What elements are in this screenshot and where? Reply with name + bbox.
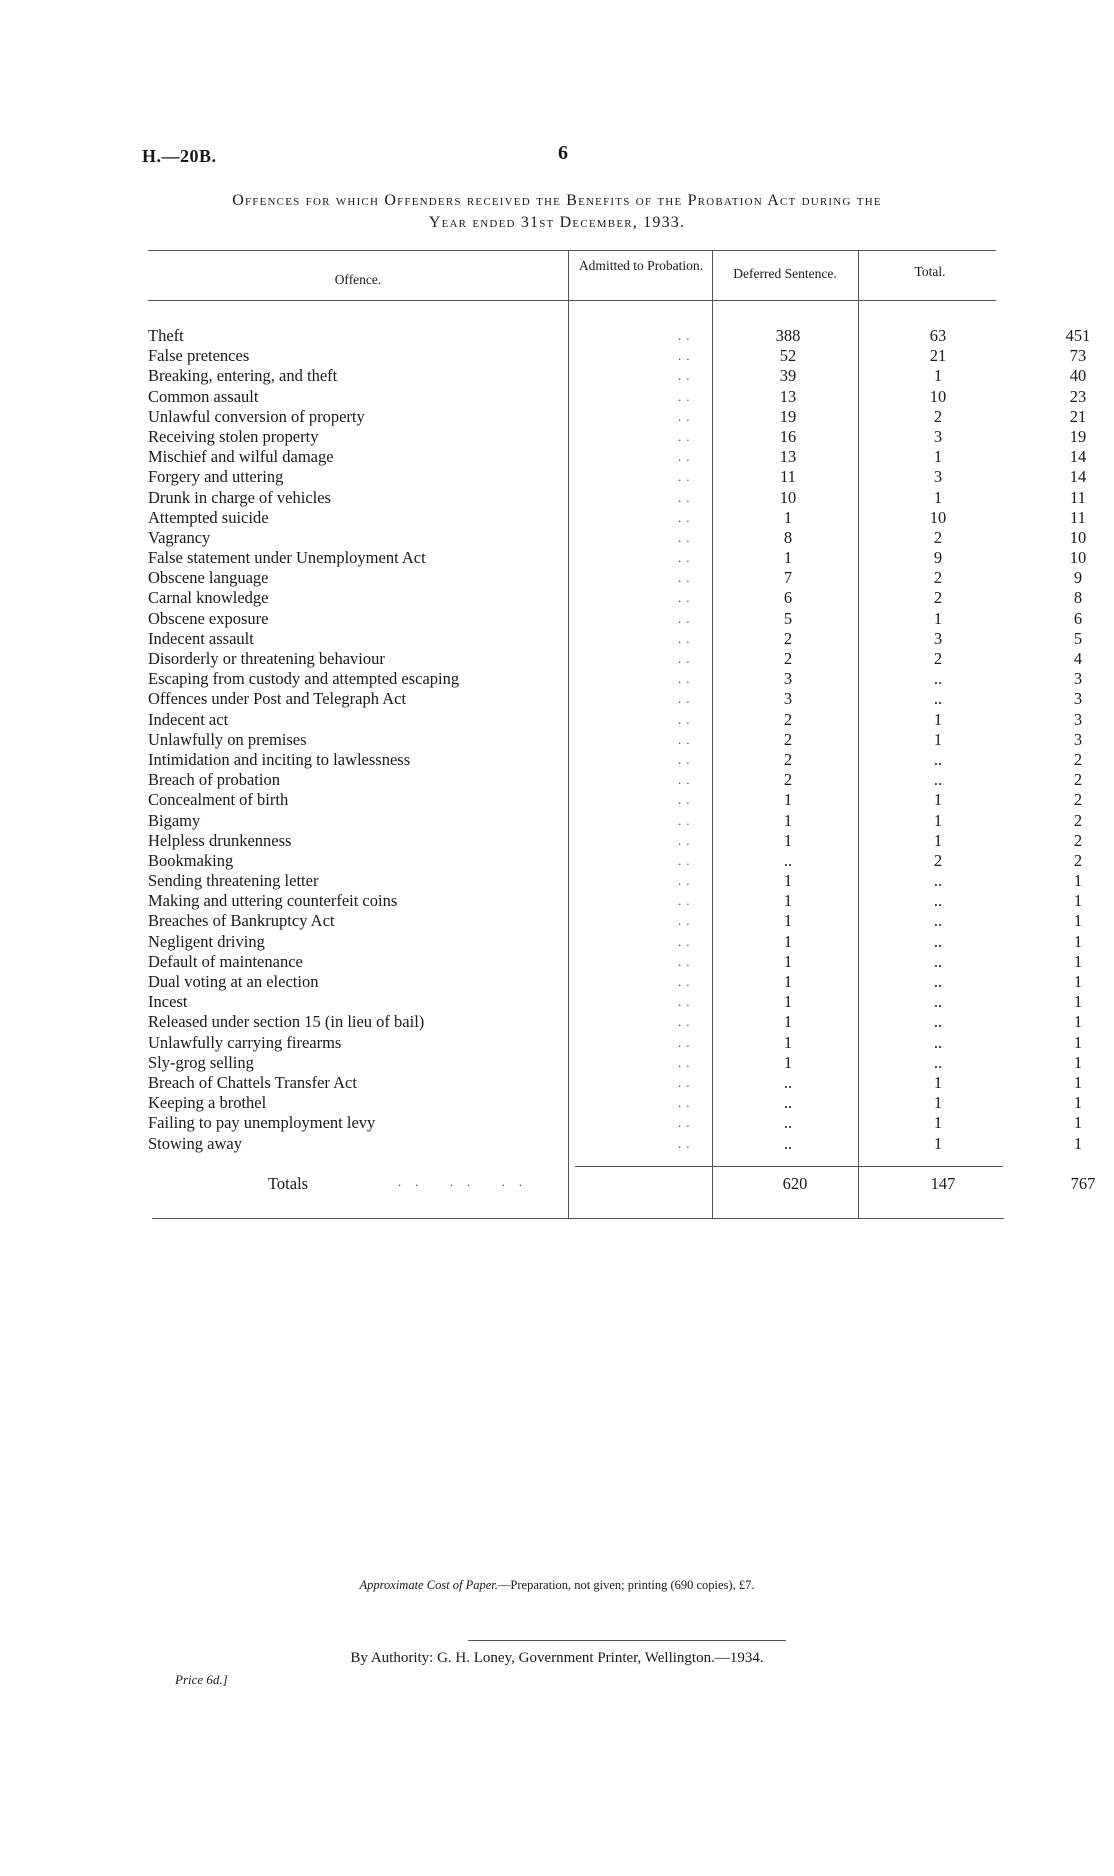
admitted-cell: 2 <box>783 749 793 769</box>
total-cell: 11 <box>1070 487 1086 507</box>
leader-dots: .. <box>678 1095 695 1111</box>
total-cell: 6 <box>1073 608 1083 628</box>
deferred-cell: 1 <box>933 487 943 507</box>
admitted-cell: 52 <box>779 346 797 366</box>
leader-dots: .. <box>678 812 695 828</box>
admitted-cell: 13 <box>779 447 797 467</box>
table-row <box>148 608 1083 629</box>
admitted-cell: 8 <box>783 527 793 547</box>
totals-total: 767 <box>1070 1174 1096 1193</box>
admitted-cell: 1 <box>783 891 793 911</box>
leader-dots: .. <box>678 408 695 424</box>
admitted-cell: 3 <box>783 669 793 689</box>
total-cell: 2 <box>1073 830 1083 850</box>
offence-cell: Negligent driving <box>148 931 265 951</box>
table-header-rule <box>148 300 996 301</box>
table-row <box>148 709 1083 730</box>
offence-cell: Released under section 15 (in lieu of bail) <box>148 1012 425 1032</box>
leader-dots: .. <box>678 1135 695 1151</box>
table-row <box>148 467 1087 487</box>
total-cell: 1 <box>1073 1072 1083 1092</box>
deferred-cell: 1 <box>933 790 943 810</box>
table-row <box>148 992 1083 1012</box>
deferred-cell: 1 <box>933 1093 943 1113</box>
deferred-cell: 1 <box>933 729 943 749</box>
deferred-cell: 3 <box>933 426 943 446</box>
total-cell: 21 <box>1069 406 1087 426</box>
leader-dots: .. <box>678 933 695 949</box>
admitted-cell: 1 <box>783 992 793 1012</box>
column-header-total: Total. <box>914 264 946 279</box>
table-row <box>148 689 1083 709</box>
admitted-cell: 1 <box>783 1032 793 1052</box>
deferred-cell: 1 <box>933 1072 943 1092</box>
table-row <box>148 830 1083 851</box>
offence-cell: Attempted suicide <box>148 507 269 527</box>
deferred-cell: 2 <box>933 588 943 608</box>
admitted-cell: .. <box>783 1113 793 1133</box>
leader-dots: .. <box>678 711 695 727</box>
table-row <box>148 326 1091 346</box>
printer-authority: By Authority: G. H. Loney, Government Printer, Wellington.—1934. <box>350 1650 764 1666</box>
cost-label: Approximate Cost of Paper. <box>359 1578 498 1592</box>
deferred-cell: 2 <box>933 850 943 870</box>
deferred-cell: 1 <box>933 608 943 628</box>
leader-dots: .. <box>678 913 695 929</box>
leader-dots: .. <box>678 731 695 747</box>
total-cell: 73 <box>1069 346 1087 366</box>
total-cell: 9 <box>1073 568 1083 588</box>
total-cell: 1 <box>1073 871 1083 891</box>
deferred-cell: 2 <box>933 649 943 668</box>
leader-dots: .. <box>678 893 695 909</box>
offence-cell: Mischief and wilful damage <box>148 447 334 467</box>
admitted-cell: .. <box>783 1093 793 1113</box>
offence-cell: False pretences <box>148 346 250 366</box>
admitted-cell: 1 <box>783 810 793 830</box>
total-cell: 3 <box>1073 729 1083 749</box>
total-cell: 1 <box>1073 1113 1083 1133</box>
deferred-cell: .. <box>933 1032 943 1052</box>
deferred-cell: .. <box>933 951 943 971</box>
leader-dots: .. <box>678 630 695 646</box>
total-cell: 2 <box>1073 770 1083 790</box>
total-cell: 23 <box>1069 386 1087 406</box>
table-row <box>148 1052 1083 1073</box>
deferred-cell: 1 <box>933 830 943 850</box>
admitted-cell: 16 <box>779 426 797 446</box>
deferred-cell: 10 <box>929 386 947 406</box>
deferred-cell: 1 <box>933 810 943 830</box>
admitted-cell: 39 <box>779 366 797 386</box>
column-header-deferred: Deferred Sentence. <box>733 266 837 281</box>
offence-cell: Receiving stolen property <box>148 426 319 446</box>
table-row <box>148 749 1083 770</box>
admitted-cell: .. <box>783 1133 793 1153</box>
offence-cell: Theft <box>148 326 184 345</box>
leader-dots: .. <box>678 489 695 505</box>
cost-note <box>0 1578 1114 1593</box>
table-row <box>148 649 1083 669</box>
admitted-cell: .. <box>783 1072 793 1092</box>
deferred-cell: .. <box>933 911 943 931</box>
admitted-cell: 2 <box>783 709 793 729</box>
offence-cell: Carnal knowledge <box>148 588 269 608</box>
table-row <box>148 669 1083 689</box>
offence-cell: Offences under Post and Telegraph Act <box>148 689 407 709</box>
leader-dots: .. <box>678 1014 695 1030</box>
offence-cell: Bookmaking <box>148 850 234 870</box>
leader-dots: .. <box>678 550 695 566</box>
leader-dots: .. <box>678 852 695 868</box>
leader-dots: .. <box>678 529 695 545</box>
total-cell: 14 <box>1069 467 1087 487</box>
table-row <box>148 850 1083 871</box>
footer-rule <box>468 1640 786 1641</box>
table-body <box>148 326 1091 1154</box>
total-cell: 3 <box>1073 689 1083 709</box>
total-cell: 4 <box>1073 649 1083 668</box>
deferred-cell: .. <box>933 891 943 911</box>
total-cell: 451 <box>1065 326 1091 345</box>
admitted-cell: 1 <box>783 1012 793 1032</box>
admitted-cell: 2 <box>783 729 793 749</box>
deferred-cell: 2 <box>933 406 943 426</box>
totals-label: Totals <box>268 1174 309 1193</box>
offence-cell: Stowing away <box>148 1133 242 1153</box>
leader-dots: .. <box>678 590 695 606</box>
table-row <box>148 931 1083 952</box>
total-cell: 2 <box>1073 749 1083 769</box>
leader-dots: .. <box>678 772 695 788</box>
totals-deferred: 147 <box>930 1174 956 1193</box>
deferred-cell: .. <box>933 1012 943 1032</box>
leader-dots: .. <box>678 610 695 626</box>
total-cell: 1 <box>1073 931 1083 951</box>
deferred-cell: 63 <box>929 326 947 345</box>
deferred-cell: .. <box>933 931 943 951</box>
total-cell: 11 <box>1070 507 1086 527</box>
leader-dots: .. <box>678 974 695 989</box>
deferred-cell: 21 <box>929 346 947 366</box>
deferred-cell: .. <box>933 749 943 769</box>
offence-cell: Escaping from custody and attempted escaping <box>148 669 460 689</box>
leader-dots: .. <box>678 792 695 808</box>
total-cell: 1 <box>1073 951 1083 971</box>
offence-cell: Common assault <box>148 386 259 406</box>
total-cell: 3 <box>1073 669 1083 689</box>
total-cell: 10 <box>1069 548 1087 568</box>
admitted-cell: 1 <box>783 972 793 991</box>
total-cell: 1 <box>1073 1012 1083 1032</box>
table-row <box>148 1012 1083 1032</box>
admitted-cell: 2 <box>783 649 793 668</box>
admitted-cell: 1 <box>783 507 793 527</box>
table-row <box>148 487 1086 508</box>
totals-rule <box>575 1166 1003 1167</box>
offence-cell: Intimidation and inciting to lawlessness <box>148 749 411 769</box>
table-row <box>148 386 1087 407</box>
admitted-cell: 1 <box>783 548 793 568</box>
table-row <box>148 911 1083 931</box>
offence-cell: Breaches of Bankruptcy Act <box>148 911 335 931</box>
deferred-cell: 1 <box>933 1133 943 1153</box>
page-number: 6 <box>558 142 568 164</box>
total-cell: 1 <box>1073 1032 1083 1052</box>
admitted-cell: 1 <box>783 1052 793 1072</box>
table-row <box>148 568 1083 588</box>
total-cell: 14 <box>1069 447 1087 467</box>
total-cell: 1 <box>1073 992 1083 1012</box>
deferred-cell: 1 <box>933 1113 943 1133</box>
total-cell: 40 <box>1069 366 1087 386</box>
deferred-cell: .. <box>933 689 943 709</box>
offence-cell: Failing to pay unemployment levy <box>148 1113 376 1133</box>
leader-dots: .. <box>678 832 695 848</box>
admitted-cell: 1 <box>783 871 793 891</box>
offence-cell: Drunk in charge of vehicles <box>148 487 331 507</box>
deferred-cell: 10 <box>929 507 947 527</box>
total-cell: 8 <box>1073 588 1083 608</box>
document-reference: H.—20B. <box>142 146 217 166</box>
table-row <box>148 346 1087 366</box>
table-row <box>148 1093 1083 1113</box>
deferred-cell: 2 <box>933 527 943 547</box>
leader-dots: .. <box>678 449 695 465</box>
admitted-cell: .. <box>783 850 793 870</box>
offence-cell: Sending threatening letter <box>148 871 319 891</box>
admitted-cell: 10 <box>779 487 797 507</box>
offence-cell: Default of maintenance <box>148 951 303 971</box>
deferred-cell: .. <box>933 972 943 991</box>
leader-dots: .. <box>678 671 695 687</box>
table-bottom-rule <box>152 1218 1004 1219</box>
table-row <box>148 972 1083 992</box>
offence-cell: Forgery and uttering <box>148 467 284 487</box>
total-cell: 10 <box>1069 527 1087 547</box>
totals-leader-dots: .. .. .. <box>398 1174 536 1189</box>
deferred-cell: 9 <box>933 548 943 568</box>
leader-dots: .. <box>678 953 695 969</box>
deferred-cell: 1 <box>933 709 943 729</box>
deferred-cell: 3 <box>933 628 943 648</box>
column-header-offence: Offence. <box>334 272 382 287</box>
offence-cell: Breach of probation <box>148 770 280 790</box>
offence-cell: Indecent act <box>148 709 229 729</box>
table-row <box>148 951 1083 972</box>
table-row <box>148 588 1083 608</box>
admitted-cell: 388 <box>775 326 801 345</box>
table-row <box>148 891 1083 911</box>
leader-dots: .. <box>678 994 695 1010</box>
table-row <box>148 871 1083 891</box>
total-cell: 2 <box>1073 790 1083 810</box>
deferred-cell: .. <box>933 770 943 790</box>
deferred-cell: 1 <box>933 447 943 467</box>
admitted-cell: 6 <box>783 588 793 608</box>
total-cell: 3 <box>1073 709 1083 729</box>
total-cell: 1 <box>1073 891 1083 911</box>
offence-cell: Sly-grog selling <box>148 1052 254 1072</box>
offence-cell: Vagrancy <box>148 527 211 547</box>
total-cell: 1 <box>1073 1093 1083 1113</box>
total-cell: 1 <box>1073 1052 1083 1072</box>
deferred-cell: .. <box>933 871 943 891</box>
leader-dots: .. <box>678 1074 695 1090</box>
table-title-line-2: Year ended 31st December, 1933. <box>428 214 686 231</box>
leader-dots: .. <box>678 368 695 384</box>
table-row <box>148 1072 1083 1093</box>
offence-cell: Helpless drunkenness <box>148 830 292 850</box>
leader-dots: .. <box>678 651 695 666</box>
table-row <box>148 548 1087 568</box>
admitted-cell: 1 <box>783 830 793 850</box>
table-row <box>148 406 1087 427</box>
table-row <box>148 447 1087 467</box>
admitted-cell: 5 <box>783 608 793 628</box>
admitted-cell: 3 <box>783 689 793 709</box>
offence-cell: Unlawful conversion of property <box>148 406 365 426</box>
leader-dots: .. <box>678 570 695 586</box>
table-row <box>148 810 1083 831</box>
admitted-cell: 2 <box>783 628 793 648</box>
table-row <box>148 527 1087 548</box>
offence-cell: Making and uttering counterfeit coins <box>148 891 398 911</box>
totals-admitted: 620 <box>782 1174 808 1193</box>
admitted-cell: 1 <box>783 931 793 951</box>
table-top-rule <box>148 250 996 251</box>
leader-dots: .. <box>678 509 695 525</box>
offence-cell: Unlawfully carrying firearms <box>148 1032 342 1052</box>
offence-cell: Obscene language <box>148 568 269 588</box>
deferred-cell: .. <box>933 1052 943 1072</box>
total-cell: 1 <box>1073 972 1083 991</box>
cost-text: —Preparation, not given; printing (690 copies), £7. <box>497 1578 755 1592</box>
table-row <box>148 628 1083 649</box>
offence-cell: Concealment of birth <box>148 790 289 810</box>
admitted-cell: 7 <box>783 568 793 588</box>
admitted-cell: 1 <box>783 790 793 810</box>
table-row <box>148 1113 1083 1133</box>
admitted-cell: 19 <box>779 406 797 426</box>
leader-dots: .. <box>678 348 695 364</box>
total-cell: 2 <box>1073 810 1083 830</box>
admitted-cell: 1 <box>783 951 793 971</box>
offence-cell: Indecent assault <box>148 628 254 648</box>
table-row <box>148 729 1083 750</box>
deferred-cell: 3 <box>933 467 943 487</box>
totals-row <box>148 1174 1096 1196</box>
table-row <box>148 1032 1083 1053</box>
offence-cell: Breaking, entering, and theft <box>148 366 338 386</box>
table-row <box>148 366 1087 386</box>
table-row <box>148 790 1083 810</box>
column-header-admitted: Admitted to Probation. <box>578 258 704 273</box>
admitted-cell: 11 <box>780 467 796 487</box>
offence-cell: Dual voting at an election <box>148 972 319 991</box>
deferred-cell: 2 <box>933 568 943 588</box>
total-cell: 2 <box>1073 850 1083 870</box>
deferred-cell: 1 <box>933 366 943 386</box>
offence-cell: Incest <box>148 992 188 1012</box>
leader-dots: .. <box>678 691 695 707</box>
table-row <box>148 1133 1083 1154</box>
offence-cell: False statement under Unemployment Act <box>148 548 426 568</box>
leader-dots: .. <box>678 469 695 485</box>
total-cell: 1 <box>1073 1133 1083 1153</box>
leader-dots: .. <box>678 1034 695 1050</box>
table-row <box>148 426 1087 447</box>
price: Price 6d.] <box>175 1672 228 1687</box>
admitted-cell: 13 <box>779 386 797 406</box>
leader-dots: .. <box>678 873 695 889</box>
admitted-cell: 1 <box>783 911 793 931</box>
total-cell: 5 <box>1073 628 1083 648</box>
offence-cell: Obscene exposure <box>148 608 269 628</box>
leader-dots: .. <box>678 1054 695 1070</box>
offence-cell: Bigamy <box>148 810 201 830</box>
admitted-cell: 2 <box>783 770 793 790</box>
total-cell: 1 <box>1073 911 1083 931</box>
offence-cell: Keeping a brothel <box>148 1093 267 1113</box>
leader-dots: .. <box>678 1115 695 1131</box>
table-row <box>148 770 1083 790</box>
offence-cell: Breach of Chattels Transfer Act <box>148 1072 357 1092</box>
leader-dots: .. <box>678 428 695 444</box>
table-row <box>148 507 1086 528</box>
table-title-line-1: Offences for which Offenders received the Benefits of the Probation Act during the <box>232 192 882 209</box>
leader-dots: .. <box>678 751 695 767</box>
deferred-cell: .. <box>933 992 943 1012</box>
offence-cell: Unlawfully on premises <box>148 729 307 749</box>
deferred-cell: .. <box>933 669 943 689</box>
total-cell: 19 <box>1069 426 1087 446</box>
offence-cell: Disorderly or threatening behaviour <box>148 649 385 668</box>
leader-dots: .. <box>678 328 695 343</box>
leader-dots: .. <box>678 388 695 404</box>
